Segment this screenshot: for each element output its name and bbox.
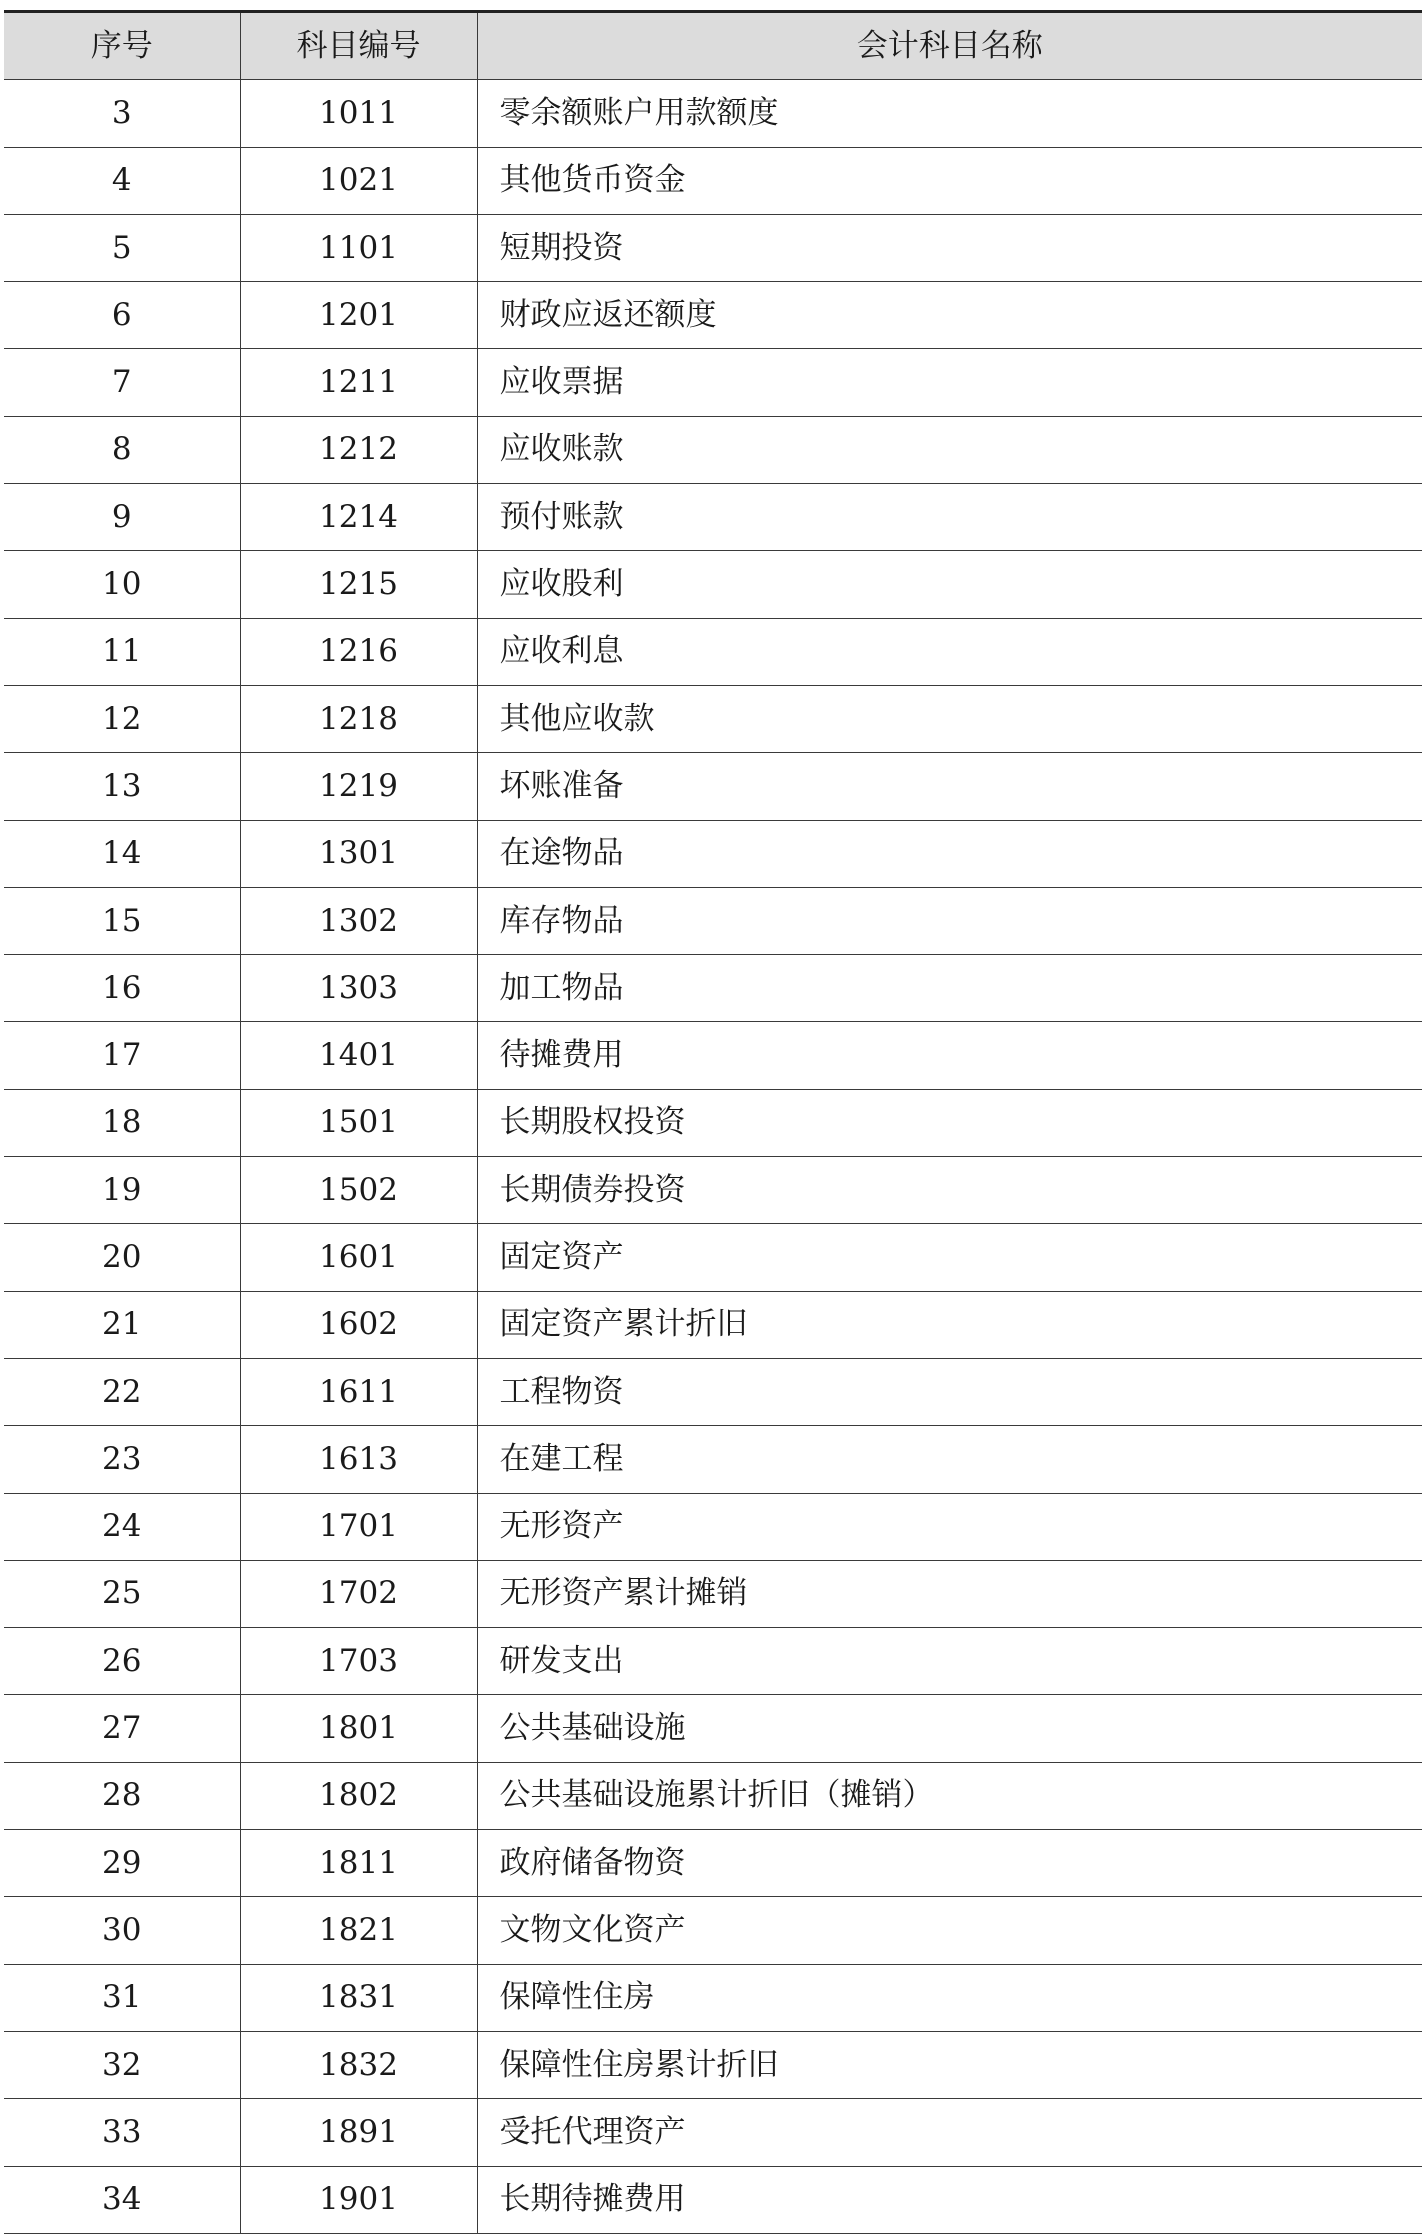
table-row — [4, 2031, 1422, 2098]
table-row — [4, 1358, 1422, 1425]
row-name-cell: 预付账款 — [477, 484, 1422, 551]
table-row — [4, 1224, 1422, 1291]
table-row — [4, 1897, 1422, 1964]
row-name-cell: 长期待摊费用 — [477, 2166, 1422, 2233]
row-code-cell: 1703 — [240, 1628, 477, 1695]
row-seq-cell: 27 — [4, 1695, 240, 1762]
table-row — [4, 484, 1422, 551]
table-row — [4, 1157, 1422, 1224]
table-row — [4, 955, 1422, 1022]
row-name-cell: 保障性住房 — [477, 1964, 1422, 2031]
table-row — [4, 2166, 1422, 2233]
header-seq: 序号 — [4, 12, 240, 80]
row-seq-cell: 23 — [4, 1426, 240, 1493]
table-body — [4, 80, 1422, 2234]
row-code-cell: 1303 — [240, 955, 477, 1022]
header-name: 会计科目名称 — [477, 12, 1422, 80]
row-code-cell: 1011 — [240, 80, 477, 147]
row-code-cell: 1211 — [240, 349, 477, 416]
table-row — [4, 416, 1422, 483]
row-code-cell: 1501 — [240, 1089, 477, 1156]
table-row — [4, 1762, 1422, 1829]
row-seq-cell: 9 — [4, 484, 240, 551]
row-name-cell: 财政应返还额度 — [477, 282, 1422, 349]
table-row — [4, 685, 1422, 752]
row-name-cell: 短期投资 — [477, 214, 1422, 281]
row-seq-cell: 26 — [4, 1628, 240, 1695]
table-header — [4, 12, 1422, 80]
row-code-cell: 1212 — [240, 416, 477, 483]
header-row — [4, 12, 1422, 80]
row-seq-cell: 29 — [4, 1830, 240, 1897]
row-code-cell: 1201 — [240, 282, 477, 349]
row-name-cell: 保障性住房累计折旧 — [477, 2031, 1422, 2098]
row-name-cell: 其他应收款 — [477, 685, 1422, 752]
table-row — [4, 753, 1422, 820]
row-seq-cell: 20 — [4, 1224, 240, 1291]
row-code-cell: 1821 — [240, 1897, 477, 1964]
row-code-cell: 1301 — [240, 820, 477, 887]
row-name-cell: 坏账准备 — [477, 753, 1422, 820]
row-name-cell: 应收利息 — [477, 618, 1422, 685]
row-code-cell: 1216 — [240, 618, 477, 685]
table-row — [4, 1291, 1422, 1358]
row-name-cell: 研发支出 — [477, 1628, 1422, 1695]
row-name-cell: 文物文化资产 — [477, 1897, 1422, 1964]
row-name-cell: 固定资产 — [477, 1224, 1422, 1291]
row-name-cell: 无形资产累计摊销 — [477, 1560, 1422, 1627]
table-row — [4, 551, 1422, 618]
row-code-cell: 1601 — [240, 1224, 477, 1291]
row-name-cell: 应收股利 — [477, 551, 1422, 618]
row-code-cell: 1219 — [240, 753, 477, 820]
row-code-cell: 1218 — [240, 685, 477, 752]
row-code-cell: 1021 — [240, 147, 477, 214]
row-seq-cell: 19 — [4, 1157, 240, 1224]
row-code-cell: 1811 — [240, 1830, 477, 1897]
row-seq-cell: 25 — [4, 1560, 240, 1627]
row-code-cell: 1302 — [240, 887, 477, 954]
row-seq-cell: 4 — [4, 147, 240, 214]
row-code-cell: 1901 — [240, 2166, 477, 2233]
row-seq-cell: 13 — [4, 753, 240, 820]
table-row — [4, 349, 1422, 416]
table-row — [4, 1964, 1422, 2031]
row-seq-cell: 18 — [4, 1089, 240, 1156]
row-seq-cell: 31 — [4, 1964, 240, 2031]
table-row — [4, 147, 1422, 214]
row-name-cell: 公共基础设施累计折旧（摊销） — [477, 1762, 1422, 1829]
table-row — [4, 1695, 1422, 1762]
row-seq-cell: 15 — [4, 887, 240, 954]
row-seq-cell: 22 — [4, 1358, 240, 1425]
row-seq-cell: 3 — [4, 80, 240, 147]
row-code-cell: 1891 — [240, 2099, 477, 2166]
row-code-cell: 1611 — [240, 1358, 477, 1425]
row-seq-cell: 8 — [4, 416, 240, 483]
row-seq-cell: 11 — [4, 618, 240, 685]
table-row — [4, 1628, 1422, 1695]
row-code-cell: 1802 — [240, 1762, 477, 1829]
table-row — [4, 887, 1422, 954]
table-row — [4, 1022, 1422, 1089]
row-code-cell: 1215 — [240, 551, 477, 618]
row-code-cell: 1832 — [240, 2031, 477, 2098]
table-row — [4, 282, 1422, 349]
row-seq-cell: 21 — [4, 1291, 240, 1358]
table-row — [4, 618, 1422, 685]
table-row — [4, 80, 1422, 147]
row-name-cell: 零余额账户用款额度 — [477, 80, 1422, 147]
row-name-cell: 长期股权投资 — [477, 1089, 1422, 1156]
row-seq-cell: 33 — [4, 2099, 240, 2166]
row-code-cell: 1502 — [240, 1157, 477, 1224]
table-row — [4, 2099, 1422, 2166]
row-seq-cell: 28 — [4, 1762, 240, 1829]
row-seq-cell: 17 — [4, 1022, 240, 1089]
accounts-table — [4, 10, 1422, 2234]
row-seq-cell: 12 — [4, 685, 240, 752]
row-code-cell: 1831 — [240, 1964, 477, 2031]
table-row — [4, 1426, 1422, 1493]
row-name-cell: 应收票据 — [477, 349, 1422, 416]
row-name-cell: 在建工程 — [477, 1426, 1422, 1493]
row-seq-cell: 32 — [4, 2031, 240, 2098]
row-name-cell: 库存物品 — [477, 887, 1422, 954]
row-seq-cell: 24 — [4, 1493, 240, 1560]
table-row — [4, 1560, 1422, 1627]
row-seq-cell: 5 — [4, 214, 240, 281]
row-name-cell: 受托代理资产 — [477, 2099, 1422, 2166]
row-code-cell: 1214 — [240, 484, 477, 551]
row-name-cell: 其他货币资金 — [477, 147, 1422, 214]
row-code-cell: 1613 — [240, 1426, 477, 1493]
row-code-cell: 1602 — [240, 1291, 477, 1358]
row-name-cell: 应收账款 — [477, 416, 1422, 483]
row-name-cell: 固定资产累计折旧 — [477, 1291, 1422, 1358]
row-code-cell: 1101 — [240, 214, 477, 281]
row-name-cell: 在途物品 — [477, 820, 1422, 887]
row-code-cell: 1701 — [240, 1493, 477, 1560]
row-code-cell: 1401 — [240, 1022, 477, 1089]
row-seq-cell: 14 — [4, 820, 240, 887]
row-name-cell: 长期债券投资 — [477, 1157, 1422, 1224]
row-code-cell: 1702 — [240, 1560, 477, 1627]
row-name-cell: 无形资产 — [477, 1493, 1422, 1560]
row-name-cell: 工程物资 — [477, 1358, 1422, 1425]
row-name-cell: 加工物品 — [477, 955, 1422, 1022]
row-seq-cell: 34 — [4, 2166, 240, 2233]
table-row — [4, 1830, 1422, 1897]
row-name-cell: 待摊费用 — [477, 1022, 1422, 1089]
row-seq-cell: 30 — [4, 1897, 240, 1964]
row-seq-cell: 10 — [4, 551, 240, 618]
table-row — [4, 1089, 1422, 1156]
table-row — [4, 820, 1422, 887]
table-row — [4, 1493, 1422, 1560]
row-name-cell: 政府储备物资 — [477, 1830, 1422, 1897]
row-seq-cell: 16 — [4, 955, 240, 1022]
row-seq-cell: 6 — [4, 282, 240, 349]
row-code-cell: 1801 — [240, 1695, 477, 1762]
row-name-cell: 公共基础设施 — [477, 1695, 1422, 1762]
table-row — [4, 214, 1422, 281]
header-code: 科目编号 — [240, 12, 477, 80]
row-seq-cell: 7 — [4, 349, 240, 416]
